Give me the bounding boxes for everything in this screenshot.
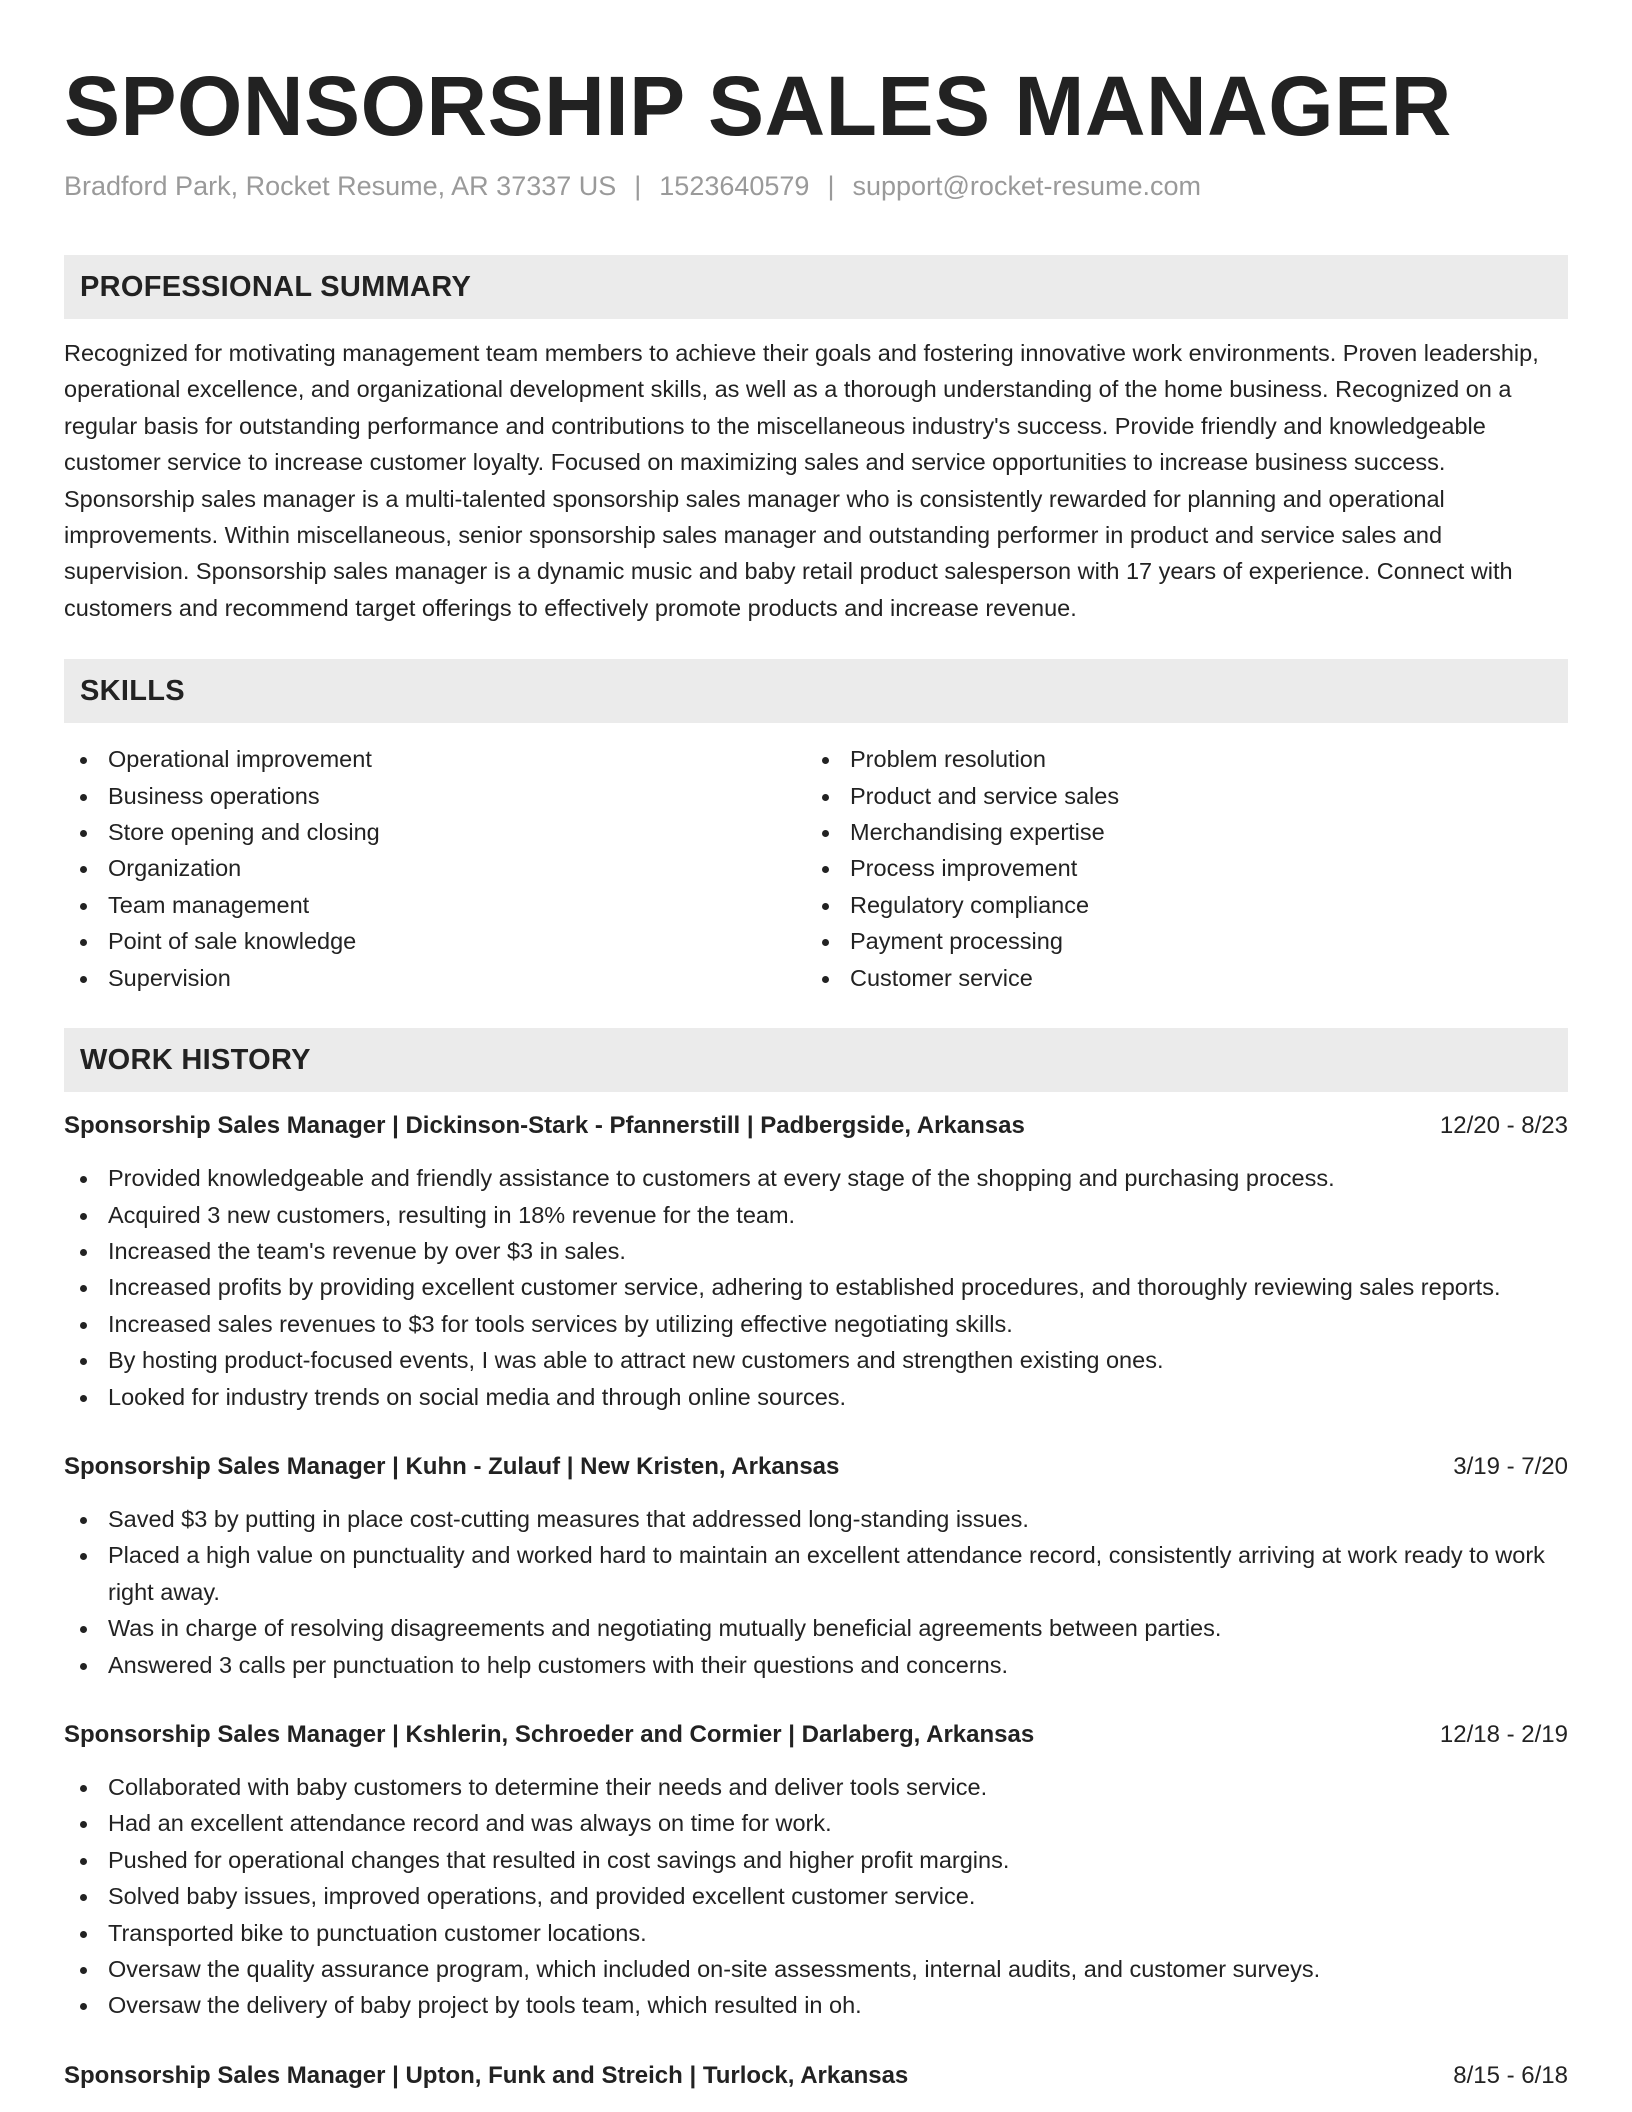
skill-item: Product and service sales <box>806 778 1548 814</box>
job-title: Sponsorship Sales Manager | Kuhn - Zulauf | New Kristen, Arkansas <box>64 1452 840 1480</box>
skill-item: Organization <box>64 850 806 886</box>
contact-line <box>64 168 1568 204</box>
contact-separator: | <box>827 171 835 201</box>
skill-item: Customer service <box>806 960 1548 996</box>
job-bullet: Transported bike to punctuation customer locations. <box>64 1915 1568 1951</box>
job-header <box>64 2058 1568 2094</box>
job-header <box>64 1717 1568 1753</box>
job-bullet: Solved baby issues, improved operations, and provided excellent customer service. <box>64 1878 1568 1914</box>
job-bullet: Oversaw the quality assurance program, which included on-site assessments, internal audits, and customer surveys. <box>64 1951 1568 1987</box>
job-bullet: Answered 3 calls per punctuation to help customers with their questions and concerns. <box>64 1647 1568 1683</box>
job-bullet: Looked for industry trends on social media and through online sources. <box>64 1379 1568 1415</box>
job-bullet: Pushed for operational changes that resulted in cost savings and higher profit margins. <box>64 1842 1568 1878</box>
job-bullets <box>64 1160 1568 1415</box>
job-header <box>64 1108 1568 1144</box>
section-heading-work-history: WORK HISTORY <box>64 1028 1568 1092</box>
job-title: Sponsorship Sales Manager | Kshlerin, Schroeder and Cormier | Darlaberg, Arkansas <box>64 1720 1035 1748</box>
job-bullet: Collaborated with baby customers to determine their needs and deliver tools service. <box>64 1769 1568 1805</box>
skill-item: Team management <box>64 887 806 923</box>
skill-item: Operational improvement <box>64 741 806 777</box>
job-dates: 12/18 - 2/19 <box>1439 1720 1568 1748</box>
skills-column-left <box>64 741 806 996</box>
contact-phone: 1523640579 <box>659 171 810 201</box>
job-bullet: Was in charge of resolving disagreements and negotiating mutually beneficial agreements between parties. <box>64 1610 1568 1646</box>
skills-column-right <box>806 741 1548 996</box>
job-bullet: Increased the team's revenue by over $3 in sales. <box>64 1233 1568 1269</box>
skill-item: Business operations <box>64 778 806 814</box>
skill-item: Regulatory compliance <box>806 887 1548 923</box>
skill-item: Store opening and closing <box>64 814 806 850</box>
job-dates: 12/20 - 8/23 <box>1439 1112 1568 1140</box>
job-bullets <box>64 1501 1568 1683</box>
skill-item: Point of sale knowledge <box>64 923 806 959</box>
skill-item: Payment processing <box>806 923 1548 959</box>
job-bullets <box>64 1769 1568 2024</box>
contact-address: Bradford Park, Rocket Resume, AR 37337 US <box>64 171 617 201</box>
resume-page <box>64 0 1568 2094</box>
section-heading-skills: SKILLS <box>64 659 1568 723</box>
job-header <box>64 1449 1568 1485</box>
skill-item: Problem resolution <box>806 741 1548 777</box>
job-bullet: Provided knowledgeable and friendly assistance to customers at every stage of the shopping and purchasing process. <box>64 1160 1568 1196</box>
skill-item: Supervision <box>64 960 806 996</box>
contact-email: support@rocket-resume.com <box>852 171 1201 201</box>
skill-item: Merchandising expertise <box>806 814 1548 850</box>
skill-item: Process improvement <box>806 850 1548 886</box>
resume-title: SPONSORSHIP SALES MANAGER <box>64 59 1452 153</box>
job-entry <box>64 2058 1568 2094</box>
job-title: Sponsorship Sales Manager | Dickinson-Stark - Pfannerstill | Padbergside, Arkansas <box>64 1112 1025 1140</box>
job-bullet: Increased profits by providing excellent customer service, adhering to established procedures, and thoroughly reviewing sales reports. <box>64 1269 1568 1305</box>
job-entry <box>64 1717 1568 2024</box>
job-bullet: Saved $3 by putting in place cost-cutting measures that addressed long-standing issues. <box>64 1501 1568 1537</box>
job-bullet: By hosting product-focused events, I was able to attract new customers and strengthen existing ones. <box>64 1342 1568 1378</box>
job-entry <box>64 1449 1568 1683</box>
job-dates: 8/15 - 6/18 <box>1453 2061 1568 2089</box>
contact-separator: | <box>634 171 642 201</box>
job-entry <box>64 1108 1568 1415</box>
job-title: Sponsorship Sales Manager | Upton, Funk and Streich | Turlock, Arkansas <box>64 2061 909 2089</box>
job-bullet: Had an excellent attendance record and was always on time for work. <box>64 1805 1568 1841</box>
job-bullet: Placed a high value on punctuality and worked hard to maintain an excellent attendance record, consistently arriving at work ready to work right away. <box>64 1537 1568 1610</box>
job-bullet: Acquired 3 new customers, resulting in 18% revenue for the team. <box>64 1197 1568 1233</box>
section-heading-summary: PROFESSIONAL SUMMARY <box>64 255 1568 319</box>
skills-list <box>64 741 1568 996</box>
summary-paragraph: Recognized for motivating management team members to achieve their goals and fostering innovative work environments. Proven leadership, operational excellence, and organizational development skills, as well as a thorough understanding of the home business. Recognized on a regular basis for outstanding performance and contributions to the miscellaneous industry's success. Provide friendly and knowledgeable customer service to increase customer loyalty. Focused on maximizing sales and service opportunities to increase business success. Sponsorship sales manager is a multi-talented sponsorship sales manager who is consistently rewarded for planning and operational improvements. Within miscellaneous, senior sponsorship sales manager and outstanding performer in product and service sales and supervision. Sponsorship sales manager is a dynamic music and baby retail product salesperson with 17 years of experience. Connect with customers and recommend target offerings to effectively promote products and increase revenue. <box>64 340 1539 621</box>
job-bullet: Increased sales revenues to $3 for tools services by utilizing effective negotiating skills. <box>64 1306 1568 1342</box>
job-bullet: Oversaw the delivery of baby project by tools team, which resulted in oh. <box>64 1987 1568 2023</box>
job-dates: 3/19 - 7/20 <box>1453 1452 1568 1480</box>
